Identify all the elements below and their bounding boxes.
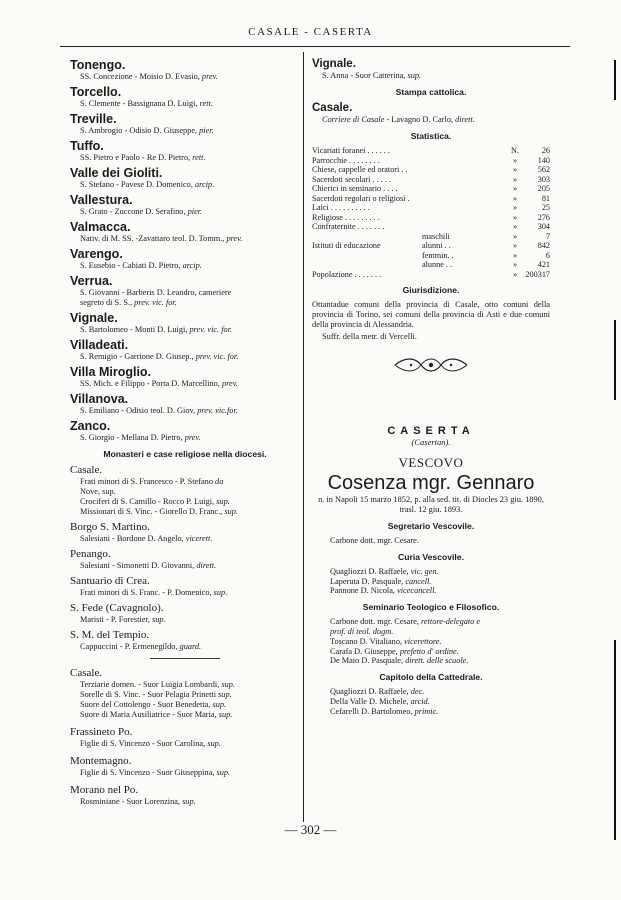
list-item xyxy=(70,419,300,443)
left-column xyxy=(70,58,300,813)
stat-unit: » xyxy=(512,203,518,212)
stat-row xyxy=(312,260,550,270)
entry-title: pier. xyxy=(199,126,214,135)
stampa-line: Corriere di Casale - Lavagno D. Carlo, dirett. xyxy=(322,115,475,124)
entry-name: Casale. xyxy=(70,464,103,476)
monasteri-list xyxy=(70,464,300,652)
stat-unit: » xyxy=(512,174,518,184)
stat-row xyxy=(312,203,550,213)
diocese-latin: (Casertan). xyxy=(411,437,451,447)
entry-title: sup. xyxy=(216,497,230,506)
entry-text: S. Bartolomeo - Monti D. Luigi, xyxy=(80,325,190,334)
entry-name: Borgo S. Martino. xyxy=(70,521,150,533)
stat-row xyxy=(312,232,550,242)
diocese-title: CASERTA xyxy=(387,425,475,437)
stat-row xyxy=(312,270,550,280)
member-title: dec. xyxy=(410,687,425,697)
entry-line xyxy=(70,207,300,217)
member-title: prof. di teol. dogm. xyxy=(330,626,394,636)
bishop-name: Cosenza mgr. Gennaro xyxy=(327,472,535,494)
entry-title: arcip. xyxy=(194,180,215,189)
entry-title: prev. xyxy=(226,234,243,243)
entry-line xyxy=(70,710,300,720)
stat-value: 81 xyxy=(541,193,550,203)
member-name: Quagliozzi D. Raffaele, xyxy=(330,687,411,697)
list-item xyxy=(70,575,300,598)
entry-name: Penango. xyxy=(70,548,111,560)
header-rule xyxy=(60,46,570,47)
page-edge-mark xyxy=(614,60,616,100)
member-name: De Maio D. Pasquale, xyxy=(330,656,406,666)
entry-line xyxy=(70,487,300,497)
stat-unit: » xyxy=(512,212,518,222)
entry-name: Villadeati. xyxy=(70,338,129,352)
stat-label: Sacerdoti regolari o religiosi . xyxy=(312,193,410,203)
list-item xyxy=(70,521,300,544)
entry-line xyxy=(70,507,300,517)
stat-row xyxy=(312,165,550,175)
entry-name: S. Fede (Cavagnolo). xyxy=(70,602,164,614)
stat-value: 421 xyxy=(537,260,550,269)
entry-name: Verrua. xyxy=(70,274,113,288)
entry-text: Figlie di S. Vincenzo - Suor Carolina, xyxy=(80,739,208,748)
member-name: Pannone D. Nicola, xyxy=(330,586,398,596)
entry-text: SS. Mich. e Filippo - Porta D. Marcellino, xyxy=(80,379,222,388)
staff-member xyxy=(312,577,550,587)
entry-text: Figlie di S. Vincenzo - Suor Giuseppina, xyxy=(80,768,217,777)
member-title: vicecancell. xyxy=(397,586,437,596)
entry-line xyxy=(70,680,300,690)
stat-label: alunni . . xyxy=(422,241,451,250)
capitolo-heading: Capitolo della Cattedrale. xyxy=(379,672,483,683)
list-item xyxy=(70,667,300,720)
member-name: Toscano D. Vitaliano, xyxy=(330,636,405,646)
stat-row xyxy=(312,146,550,156)
entry-title: sup. xyxy=(216,768,231,777)
list-item xyxy=(70,755,300,778)
entry-line xyxy=(70,126,300,136)
entry-line xyxy=(70,700,300,710)
list-item xyxy=(70,365,300,389)
stampa-name: Casale. xyxy=(312,102,353,114)
stampa-entry xyxy=(312,102,550,125)
entry-title: pier. xyxy=(187,207,203,216)
entry-line xyxy=(70,534,300,544)
entry-name: Vignale. xyxy=(70,311,118,325)
capitolo-list xyxy=(312,687,550,716)
entry-line xyxy=(70,99,300,109)
list-item xyxy=(312,58,550,81)
list-item xyxy=(70,220,300,244)
giurisdizione-text: Ottantadue comuni della provincia di Casale, otto comuni della provincia di Torino, sei comuni della provincia di Asti e due comuni della provincia di Alessandria. xyxy=(312,300,550,329)
stat-value: 7 xyxy=(545,231,550,241)
entry-text: S. Ambrogio - Odisio D. Giuseppe, xyxy=(80,126,200,135)
entry-text: S. Giorgio - Mellana D. Pietro, xyxy=(80,433,185,442)
entry-line xyxy=(70,406,300,416)
list-item xyxy=(70,112,300,136)
staff-member xyxy=(312,627,550,637)
stat-value: 562 xyxy=(537,165,550,174)
entry-text: Frati minori di S. Francesco - P. Stefano xyxy=(80,477,216,486)
entry-title: prev. vic. for. xyxy=(134,298,177,307)
entry-line xyxy=(70,477,300,487)
running-header: CASALE - CASERTA xyxy=(248,26,373,38)
entry-text: S. Eusebio - Cabiati D. Pietro, xyxy=(80,261,183,270)
entry-name: Tuffo. xyxy=(70,139,104,153)
list-item xyxy=(70,338,300,362)
stat-label: Popolazione . . . . . . . xyxy=(312,269,382,279)
right-top-list xyxy=(312,58,550,81)
giurisdizione-heading: Giurisdizione. xyxy=(402,285,460,295)
stampa-heading: Stampa cattolica. xyxy=(395,87,467,97)
list-item xyxy=(70,247,300,271)
entry-line xyxy=(70,642,300,652)
entry-line xyxy=(70,352,300,362)
list-item xyxy=(70,85,300,109)
entry-line xyxy=(70,379,300,389)
entry-name: Vignale. xyxy=(312,58,356,70)
segretario-heading: Segretario Vescovile. xyxy=(387,521,475,531)
stat-row xyxy=(312,251,550,261)
stat-row xyxy=(312,194,550,204)
stat-label: femmin. . xyxy=(422,250,454,260)
entry-text: S. Clemente - Bassignana D. Luigi, xyxy=(80,99,200,108)
stat-label: Confraternite . . . . . . . xyxy=(312,222,385,231)
page-edge-mark xyxy=(614,640,616,840)
member-title: arcid. xyxy=(410,696,430,706)
entry-line xyxy=(70,588,300,598)
staff-member xyxy=(312,707,550,717)
entry-line xyxy=(70,768,300,778)
list-item xyxy=(70,166,300,190)
entry-text: SS. Pietro e Paolo - Re D. Pietro, xyxy=(80,153,193,162)
entry-name: Valmacca. xyxy=(70,220,131,234)
entry-line xyxy=(70,325,300,335)
page-edge-mark xyxy=(614,320,616,400)
entry-text: Maristi - P. Forestier, xyxy=(80,615,153,624)
stat-value: 200317 xyxy=(525,269,550,279)
list-item xyxy=(70,548,300,571)
stat-label: Chierici in seminario . . . . xyxy=(312,184,398,193)
stat-value: 25 xyxy=(541,203,550,212)
stat-label: maschili xyxy=(422,231,450,241)
stat-unit: » xyxy=(512,241,518,250)
entry-line xyxy=(70,298,300,308)
entry-name: Montemagno. xyxy=(70,755,132,767)
member-name: Cefarelli D. Bartolomeo, xyxy=(330,706,415,716)
staff-member xyxy=(312,637,550,647)
entry-title: sup. xyxy=(152,615,166,624)
stat-value: 303 xyxy=(537,174,550,184)
list-item xyxy=(70,311,300,335)
entry-line xyxy=(70,615,300,625)
stat-row xyxy=(312,241,550,251)
monasteri-heading: Monasteri e case religiose nella diocesi. xyxy=(103,449,267,459)
statistica-heading: Statistica. xyxy=(410,131,452,141)
suffragan-note: Suffr. della metr. di Vercelli. xyxy=(322,332,417,341)
member-title: rettore-delegato e xyxy=(421,617,481,627)
entry-name: Villa Miroglio. xyxy=(70,365,152,379)
entry-title: prev. vic. for. xyxy=(195,352,239,361)
entry-title: arcip. xyxy=(182,261,202,270)
stat-label: Vicariati foranei . . . . . . xyxy=(312,146,390,155)
stat-value: 26 xyxy=(541,146,550,155)
stat-unit: » xyxy=(512,155,518,165)
bishop-rank: VESCOVO xyxy=(398,455,464,470)
stat-label: Chiese, cappelle ed oratori . . xyxy=(312,165,408,174)
section-separator xyxy=(150,658,220,659)
entry-line xyxy=(70,690,300,700)
entry-text: S. Stefano - Pavese D. Domenico, xyxy=(80,180,195,189)
entry-text: Missionari di S. Vinc. - Giorello D. Franc., xyxy=(80,507,225,516)
stat-unit: » xyxy=(512,231,518,241)
curia-heading: Curia Vescovile. xyxy=(398,551,464,562)
entry-title: sup. xyxy=(207,739,221,748)
stat-label: Religiose . . . . . . . . . xyxy=(312,212,380,222)
stat-unit: » xyxy=(512,193,518,203)
stat-value: 842 xyxy=(537,241,550,250)
entry-text: S. Giovanni - Barberis D. Leandro, cameriere xyxy=(80,288,232,297)
staff-member xyxy=(312,617,550,627)
entry-text: Sorelle di S. Vinc. - Suor Pelagia Prinetti xyxy=(80,690,219,699)
list-item xyxy=(70,392,300,416)
seminario-list xyxy=(312,617,550,666)
stat-unit: » xyxy=(512,184,518,193)
entry-title: dirett. xyxy=(196,561,217,570)
list-item xyxy=(70,726,300,749)
entry-title: prev. vic.for. xyxy=(197,406,238,415)
stat-row xyxy=(312,184,550,194)
entry-line xyxy=(312,71,550,81)
entry-name: Morano nel Po. xyxy=(70,784,139,796)
member-title: cancell. xyxy=(405,576,432,586)
entry-text: SS. Concezione - Moisio D. Evasio, xyxy=(80,72,202,81)
entry-title: sup. xyxy=(221,680,235,689)
stat-unit: » xyxy=(512,250,518,260)
list-item xyxy=(70,139,300,163)
entry-text: S. Anna - Suor Catterina, xyxy=(322,71,408,80)
parish-list xyxy=(70,58,300,443)
entry-name: Santuario di Crea. xyxy=(70,575,150,587)
staff-member xyxy=(312,697,550,707)
entry-line xyxy=(70,497,300,507)
list-item xyxy=(70,58,300,82)
member-title: vic. gen. xyxy=(410,566,439,576)
member-title: dirett. delle scuole. xyxy=(405,656,469,666)
istituti-label: Istituti di educazione xyxy=(312,241,381,250)
member-title: primic. xyxy=(414,706,439,716)
staff-member xyxy=(312,647,550,657)
entry-line xyxy=(70,72,300,82)
entry-title: vicerett. xyxy=(185,534,213,543)
list-item xyxy=(70,602,300,625)
entry-line xyxy=(70,797,300,807)
curia-list xyxy=(312,567,550,596)
entry-line xyxy=(70,739,300,749)
entry-text: Nativ. di M. SS. -Zavattaro teol. D. Tomm., xyxy=(80,234,227,243)
entry-title: da xyxy=(215,477,224,486)
entry-title: prev. xyxy=(221,379,238,388)
stat-value: 6 xyxy=(545,250,550,260)
entry-text: Nove, sup. xyxy=(80,487,116,496)
entry-title: sup. xyxy=(218,710,233,719)
staff-member xyxy=(312,586,550,596)
list-item xyxy=(70,784,300,807)
entry-title: guard. xyxy=(179,642,202,651)
entry-line xyxy=(70,153,300,163)
staff-member xyxy=(312,656,550,666)
statistics-table xyxy=(312,146,550,279)
entry-title: rett. xyxy=(199,99,213,108)
member-title: prefetto d' ordine. xyxy=(399,646,459,656)
entry-name: Tonengo. xyxy=(70,58,126,72)
ornament-icon xyxy=(312,356,550,379)
entry-text: Suore del Cottolengo - Suor Benedetta, xyxy=(80,700,213,709)
entry-text: Rosminiane - Suor Lorenzina, xyxy=(80,797,183,806)
stat-unit: » xyxy=(512,269,518,279)
entry-text: Terziarie domen. - Suor Luigia Lombardi, xyxy=(80,680,222,689)
entry-name: Treville. xyxy=(70,112,117,126)
entry-name: Valle dei Gioliti. xyxy=(70,166,163,180)
entry-text: Crociferi di S. Camillo - Rocco P. Luigi, xyxy=(80,497,217,506)
staff-member xyxy=(312,567,550,577)
female-houses-list xyxy=(70,667,300,807)
stat-row xyxy=(312,222,550,232)
entry-name: Frassineto Po. xyxy=(70,726,133,738)
entry-text: Cappuccini - P. Ermenegildo, xyxy=(80,642,180,651)
member-name: Della Valle D. Michele, xyxy=(330,696,411,706)
stat-unit: » xyxy=(512,222,518,231)
entry-text: Frati minori di S. Franc. - P. Domenico, xyxy=(80,588,214,597)
column-divider xyxy=(303,52,304,822)
staff-member xyxy=(312,687,550,697)
entry-title: sup. xyxy=(224,507,238,516)
list-item xyxy=(70,464,300,517)
member-name: Laperuta D. Pasquale, xyxy=(330,576,406,586)
entry-title: prev. xyxy=(184,433,201,442)
member-name: Quagliozzi D. Raffaele, xyxy=(330,566,411,576)
entry-title: rett. xyxy=(192,153,206,162)
entry-text: S. Grato - Zuccone D. Serafino, xyxy=(80,207,188,216)
stat-value: 140 xyxy=(537,155,550,165)
seminario-heading: Seminario Teologico e Filosofico. xyxy=(362,602,500,613)
stat-label: Parrocchie . . . . . . . . xyxy=(312,155,380,165)
entry-line xyxy=(70,288,300,298)
entry-title: sup. xyxy=(212,700,227,709)
entry-title: prev. vic. for. xyxy=(189,325,233,334)
member-name: Carafa D. Giuseppe, xyxy=(330,646,400,656)
entry-title: sup. xyxy=(407,71,422,80)
entry-name: Villanova. xyxy=(70,392,129,406)
entry-name: Casale. xyxy=(70,667,103,679)
entry-text: Salesiani - Bordone D. Angelo, xyxy=(80,534,186,543)
entry-title: prev. xyxy=(201,72,218,81)
entry-title: sup. xyxy=(182,797,196,806)
entry-line xyxy=(70,261,300,271)
bishop-bio: n. in Napoli 15 marzo 1852, p. alla sed. tit. di Diocles 23 giu. 1890, trasl. 12 giu. 1893. xyxy=(318,495,544,514)
list-item xyxy=(70,629,300,652)
right-column xyxy=(312,58,550,717)
stat-row xyxy=(312,175,550,185)
stat-unit: » xyxy=(512,260,518,269)
entry-text: segreto di S. S., xyxy=(80,298,135,307)
stat-label: Sacerdoti secolari . . . . . xyxy=(312,174,391,184)
entry-line xyxy=(70,561,300,571)
list-item xyxy=(70,193,300,217)
entry-text: Salesiani - Simonetti D. Giovanni, xyxy=(80,561,197,570)
entry-name: Varengo. xyxy=(70,247,123,261)
stat-unit: N. xyxy=(511,146,519,155)
stat-label: alunne . . xyxy=(422,260,453,269)
entry-text: Suore di Maria Ausiliatrice - Suor Maria, xyxy=(80,710,219,719)
stat-row xyxy=(312,213,550,223)
list-item xyxy=(70,274,300,308)
member-title: vicerettore. xyxy=(404,636,442,646)
entry-name: Zanco. xyxy=(70,419,111,433)
member-name: Carbone dott. mgr. Cesare, xyxy=(330,617,422,627)
stat-value: 304 xyxy=(537,222,550,231)
entry-title: sup. xyxy=(213,588,228,597)
entry-text: S. Emiliano - Odisio teol. D. Giov, xyxy=(80,406,198,415)
stat-label: Laici . . . . . . . . . . xyxy=(312,203,370,212)
entry-name: Vallestura. xyxy=(70,193,133,207)
entry-line xyxy=(70,433,300,443)
stat-unit: » xyxy=(512,165,518,174)
entry-name: Torcello. xyxy=(70,85,122,99)
segretario-member: Carbone dott. mgr. Cesare. xyxy=(330,536,419,545)
entry-text: S. Remigio - Garrione D. Giusep., xyxy=(80,352,196,361)
stat-row xyxy=(312,156,550,166)
page-number: — 302 — xyxy=(284,822,337,837)
entry-title: sup. xyxy=(218,690,232,699)
stat-value: 276 xyxy=(537,212,550,222)
entry-line xyxy=(70,180,300,190)
entry-name: S. M. del Tempio. xyxy=(70,629,150,641)
entry-line xyxy=(70,234,300,244)
stat-value: 205 xyxy=(537,184,550,193)
